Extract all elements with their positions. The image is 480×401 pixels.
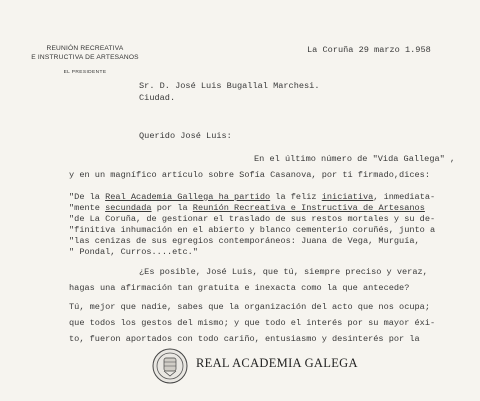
footer-institution: REAL ACADEMIA GALEGA (196, 356, 358, 370)
para3-line-1: Tú, mejor que nadie, sabes que la organización del acto que nos ocupa; (69, 302, 430, 312)
letterhead (20, 44, 150, 77)
addressee-city: Ciudad. (139, 93, 176, 103)
academy-seal-icon (152, 348, 188, 384)
quote-line-1: "De la Real Academia Gallega ha partido la feliz iniciativa, inmediata- (69, 192, 436, 202)
body-line-1: En el último número de "Vida Gallega" , (254, 154, 456, 164)
salutation: Querido José Luis: (139, 131, 232, 141)
letterhead-line2: E INSTRUCTIVA DE ARTESANOS (31, 54, 139, 61)
letterhead-line1: REUNIÓN RECREATIVA (46, 45, 124, 52)
addressee-name: Sr. D. José Luis Bugallal Marchesi. (139, 81, 320, 91)
para3-line-2: que todos los gestos del mismo; y que todo el interés por su mayor éxi- (69, 318, 436, 328)
para3-line-3: to, fueron aportados con todo cariño, entusiasmo y desinterés por la (69, 334, 420, 344)
quote-line-6: " Pondal, Curros....etc." (69, 247, 198, 257)
quote-line-4: "finitiva inhumación en el abierto y blanco cementerio coruñés, junto a (69, 225, 436, 235)
para2-line-2: hagas una afirmación tan gratuita e inexacta como la que antecede? (69, 283, 410, 293)
body-line-2: y en un magnífico artículo sobre Sofía Casanova, por ti firmado,dices: (69, 170, 430, 180)
quote-line-5: "las cenizas de sus egregios contemporáneos: Juana de Vega, Murguía, (69, 236, 420, 246)
date-line: La Coruña 29 marzo 1.958 (307, 45, 431, 55)
para2-line-1: ¿Es posible, José Luis, que tú, siempre preciso y veraz, (139, 267, 428, 277)
quote-line-3: "de La Coruña, de gestionar el traslado de sus restos mortales y su de- (69, 214, 436, 224)
letterhead-role: EL PRESIDENTE (63, 70, 107, 75)
quote-line-2: "mente secundada por la Reunión Recreativa e Instructiva de Artesanos (69, 203, 425, 213)
